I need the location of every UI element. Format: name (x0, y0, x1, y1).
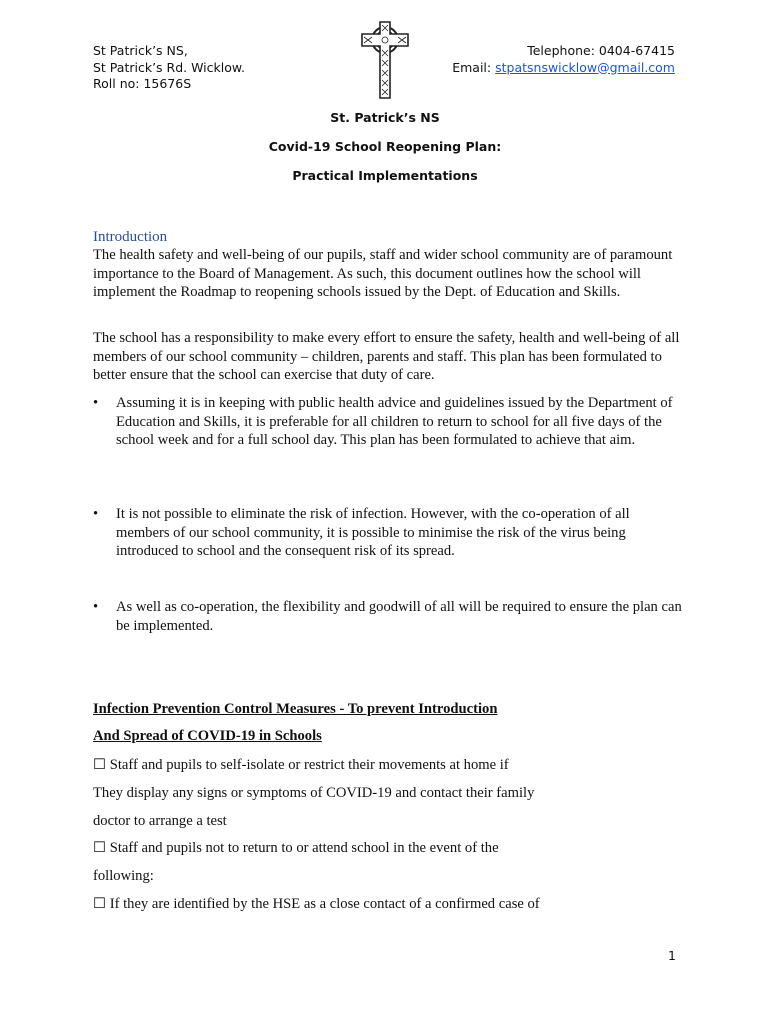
measure-line: They display any signs or symptoms of COVID-19 and contact their family (93, 785, 535, 801)
telephone: Telephone: 0404-67415 (527, 43, 675, 58)
bullet-text: It is not possible to eliminate the risk of infection. However, with the co-operation of all members of our school community, it is possible to minimise the risk of the virus being introduced to school and the consequent risk of its spread. (116, 506, 630, 559)
email-line (452, 60, 675, 77)
bullet-text: As well as co-operation, the flexibility and goodwill of all will be required to ensure the plan can be implemented. (116, 599, 682, 634)
email-link[interactable]: stpatsnswicklow@gmail.com (495, 59, 675, 75)
bullet-dot-icon: • (93, 395, 99, 411)
measure-line: ☐ If they are identified by the HSE as a close contact of a confirmed case of (93, 896, 540, 912)
address-line-name: St Patrick’s NS, (93, 43, 188, 58)
plan-title: Covid-19 School Reopening Plan: (268, 139, 502, 154)
school-title: St. Patrick’s NS (330, 110, 440, 125)
introduction-paragraph-2: The school has a responsibility to make every effort to ensure the safety, health and well-being of all members of our school community – children, parents and staff. This plan has been formulated to better ensure that the school can exercise that duty of care. (93, 330, 680, 383)
school-address (93, 43, 245, 93)
address-line-road: St Patrick’s Rd. Wicklow. (93, 59, 245, 75)
bullet-item (93, 598, 683, 635)
bullet-dot-icon: • (93, 506, 99, 522)
introduction-heading: Introduction (93, 229, 168, 245)
bullet-item (93, 394, 683, 450)
celtic-cross-icon (358, 20, 412, 100)
measure-line: ☐ Staff and pupils not to return to or attend school in the event of the (93, 840, 499, 856)
section-title-line-2: And Spread of COVID-19 in Schools (93, 728, 322, 744)
bullet-dot-icon: • (93, 599, 99, 615)
measure-line: doctor to arrange a test (93, 813, 227, 829)
email-label: Email: (452, 59, 496, 75)
introduction-paragraph-1: The health safety and well-being of our pupils, staff and wider school community are of paramount importance to the Board of Management. As such, this document outlines how the school will implement the Roadmap to reopening schools issued by the Dept. of Education and Skills. (93, 247, 673, 300)
school-contact (452, 43, 675, 76)
measure-line: ☐ Staff and pupils to self-isolate or restrict their movements at home if (93, 757, 509, 773)
plan-subtitle: Practical Implementations (292, 168, 478, 183)
roll-number: Roll no: 15676S (93, 76, 192, 91)
measure-line: following: (93, 868, 154, 884)
bullet-item (93, 505, 683, 561)
page-number: 1 (668, 948, 676, 963)
bullet-text: Assuming it is in keeping with public health advice and guidelines issued by the Department of Education and Skills, it is preferable for all children to return to school for all five days of the school week and for a full school day. This plan has been formulated to achieve that aim. (116, 395, 673, 448)
section-title-line-1: Infection Prevention Control Measures - To prevent Introduction (93, 701, 498, 717)
